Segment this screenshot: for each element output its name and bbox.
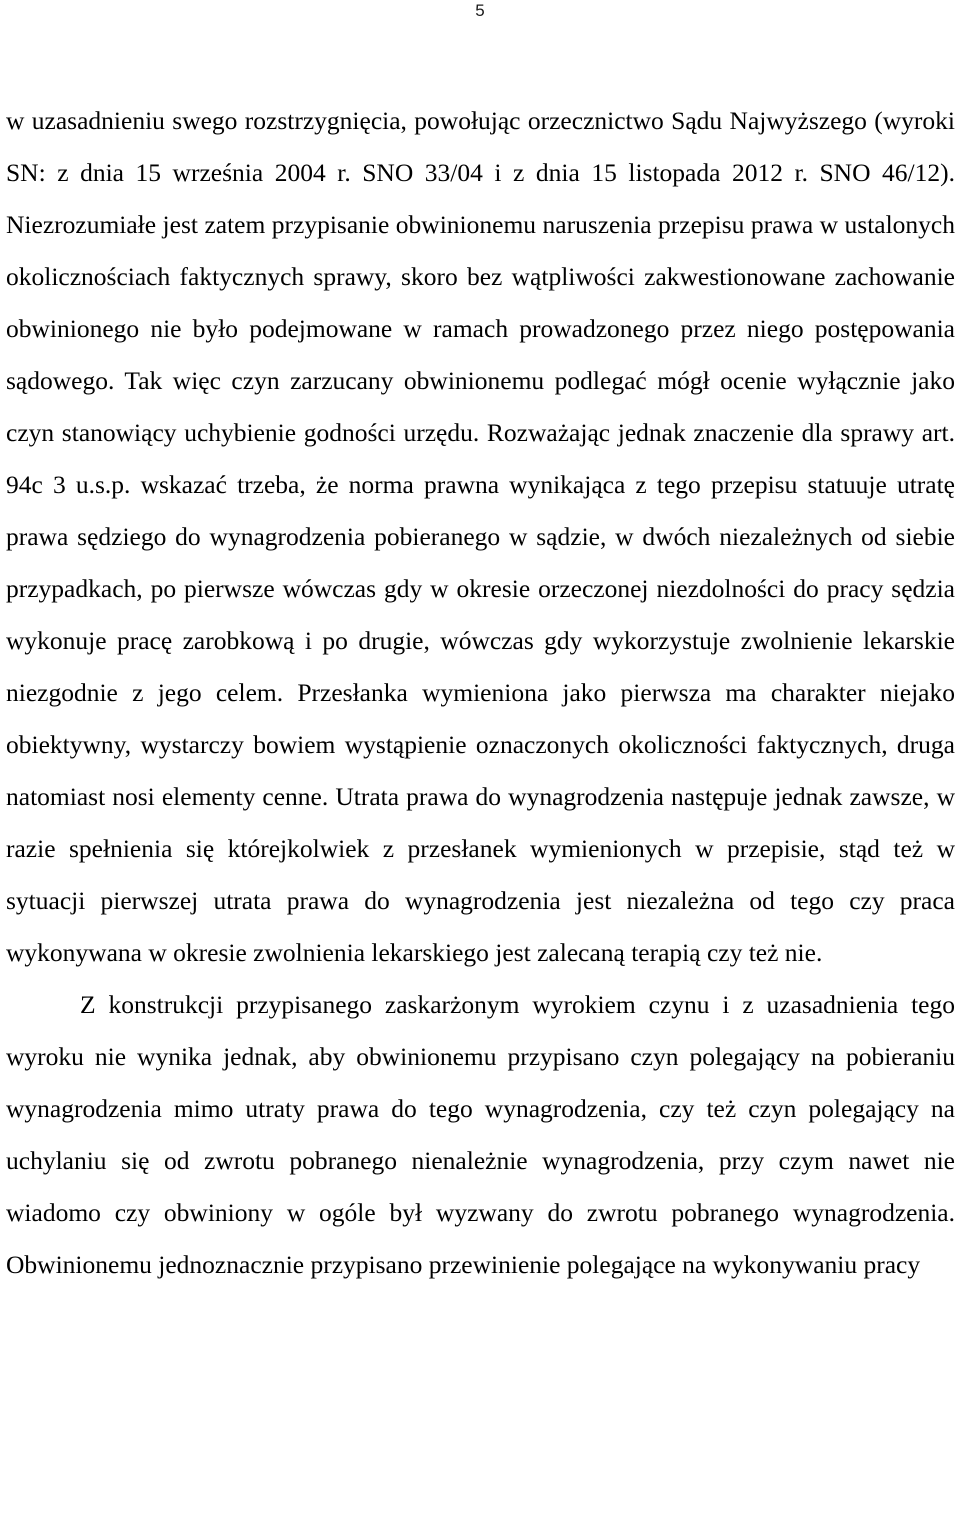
paragraph-2: Z konstrukcji przypisanego zaskarżonym wyrokiem czynu i z uzasadnienia tego wyroku nie wynika jednak, aby obwinionemu przypisano czyn polegający na pobieraniu wynagrodzenia mimo utraty prawa do tego wynagrodzenia, czy też czyn polegający na uchylaniu się od zwrotu pobranego nienależnie wynagrodzenia, przy czym nawet nie wiadomo czy obwiniony w ogóle był wyzwany do zwrotu pobranego wynagrodzenia. Obwinionemu jednoznacznie przypisano przewinienie polegające na wykonywaniu pracy: [6, 990, 955, 1279]
paragraph-1: w uzasadnieniu swego rozstrzygnięcia, powołując orzecznictwo Sądu Najwyższego (wyroki SN: z dnia 15 września 2004 r. SNO 33/04 i z dnia 15 listopada 2012 r. SNO 46/12). Niezrozumiałe jest zatem przypisanie obwinionemu naruszenia przepisu prawa w ustalonych okolicznościach faktycznych sprawy, skoro bez wątpliwości zakwestionowane zachowanie obwinionego nie było podejmowane w ramach prowadzonego przez niego postępowania sądowego. Tak więc czyn zarzucany obwinionemu podlegać mógł ocenie wyłącznie jako czyn stanowiący uchybienie godności urzędu. Rozważając jednak znaczenie dla sprawy art. 94c 3 u.s.p. wskazać trzeba, że norma prawna wynikająca z tego przepisu statuuje utratę prawa sędziego do wynagrodzenia pobieranego w sądzie, w dwóch niezależnych od siebie przypadkach, po pierwsze wówczas gdy w okresie orzeczonej niezdolności do pracy sędzia wykonuje pracę zarobkową i po drugie, wówczas gdy wykorzystuje zwolnienie lekarskie niezgodnie z jego celem. Przesłanka wymieniona jako pierwsza ma charakter niejako obiektywny, wystarczy bowiem wystąpienie oznaczonych okoliczności faktycznych, druga natomiast nosi elementy cenne. Utrata prawa do wynagrodzenia następuje jednak zawsze, w razie spełnienia się którejkolwiek z przesłanek wymienionych w przepisie, stąd też w sytuacji pierwszej utrata prawa do wynagrodzenia jest niezależna od tego czy praca wykonywana w okresie zwolnienia lekarskiego jest zalecaną terapią czy też nie.: [6, 106, 955, 967]
page-number: 5: [475, 1, 485, 20]
document-body: [6, 95, 955, 1291]
